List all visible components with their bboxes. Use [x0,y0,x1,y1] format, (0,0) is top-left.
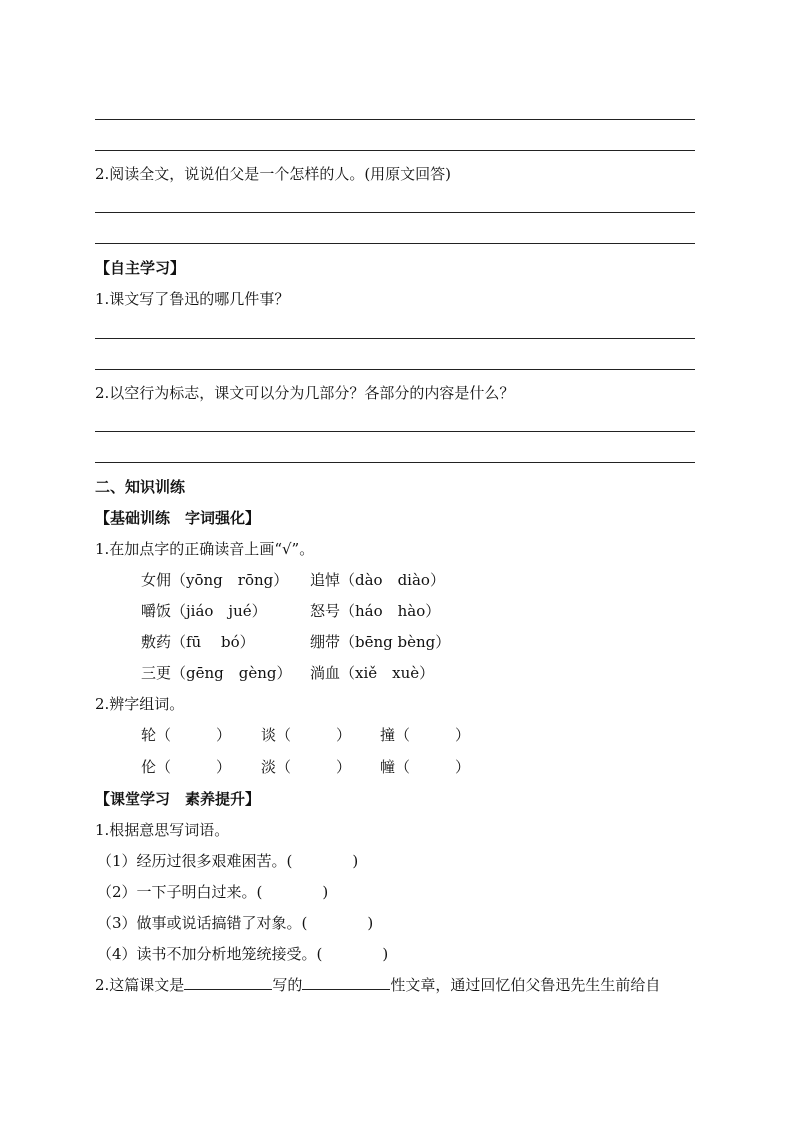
fill-in-question [95,975,660,995]
pinyin-item: 追悼（dào diào） [310,571,445,589]
word-group-item: 轮（ ） [141,726,232,744]
word-group-item: 谈（ ） [261,726,352,744]
sub-item: （3）做事或说话搞错了对象。( ) [97,914,374,932]
question-text: 1.在加点字的正确读音上画“√”。 [95,540,315,558]
pinyin-item: 三更（gēng gèng） [141,664,292,682]
pinyin-item: 绷带（bēng bèng） [310,633,451,651]
answer-line [95,338,695,339]
word-group-item: 伦（ ） [141,758,232,776]
question-text: 2.以空行为标志，课文可以分为几部分？各部分的内容是什么？ [95,384,515,402]
section-heading-classroom: 【课堂学习 素养提升】 [95,790,261,808]
sub-item: （4）读书不加分析地笼统接受。( ) [97,945,389,963]
pinyin-item: 怒号（háo hào） [310,602,441,620]
pinyin-item: 淌血（xiě xuè） [310,664,435,682]
question-text: 2.辨字组词。 [95,695,185,713]
fill-in-text: 写的 [272,976,303,994]
pinyin-item: 女佣（yōng rōng） [141,571,289,589]
answer-line [95,431,695,432]
sub-item: （1）经历过很多艰难困苦。( ) [97,852,359,870]
question-text: 2.阅读全文，说说伯父是一个怎样的人。(用原文回答) [95,165,452,183]
fill-in-text: 性文章，通过回忆伯父鲁迅先生生前给自 [390,976,661,994]
answer-line [95,212,695,213]
word-group-item: 淡（ ） [261,758,352,776]
fill-in-blank[interactable] [302,975,390,990]
worksheet-page [95,0,695,1123]
answer-line [95,369,695,370]
answer-line [95,119,695,120]
word-group-item: 撞（ ） [380,726,471,744]
pinyin-item: 敷药（fū bó） [141,633,255,651]
question-text: 1.根据意思写词语。 [95,821,230,839]
word-group-item: 幢（ ） [380,758,471,776]
sub-item: （2）一下子明白过来。( ) [97,883,329,901]
question-text: 1.课文写了鲁迅的哪几件事？ [95,290,290,308]
answer-line [95,150,695,151]
section-heading-basic: 【基础训练 字词强化】 [95,509,261,527]
section-heading-training: 二、知识训练 [95,478,186,496]
answer-line [95,243,695,244]
fill-in-blank[interactable] [184,975,272,990]
fill-in-text: 2.这篇课文是 [95,976,185,994]
pinyin-item: 嚼饭（jiáo jué） [141,602,267,620]
section-heading-self-study: 【自主学习】 [95,259,186,277]
answer-line [95,462,695,463]
